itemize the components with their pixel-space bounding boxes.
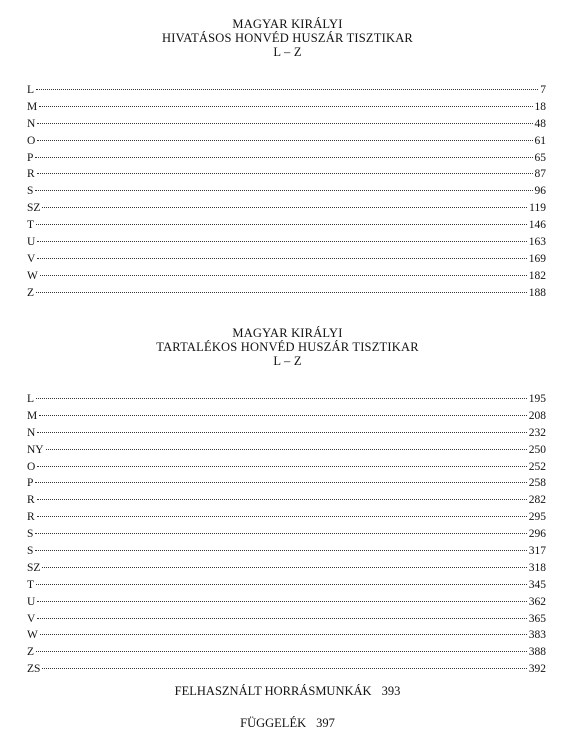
dot-leader [37, 618, 526, 619]
dot-leader [36, 224, 527, 225]
toc-entry-letter: Z [27, 286, 35, 299]
toc-entry-page: 146 [528, 219, 546, 232]
dot-leader [37, 123, 532, 124]
section2-title-line1: MAGYAR KIRÁLYI [232, 326, 343, 340]
toc-entry-page: 232 [528, 426, 546, 439]
sources-line [0, 684, 575, 698]
toc-entry [27, 116, 546, 133]
toc-entry-page: 7 [540, 84, 546, 96]
toc-entry [27, 475, 546, 492]
toc-entry-page: 119 [529, 202, 546, 215]
toc-entry-letter: M [27, 100, 38, 113]
toc-entry-letter: U [27, 595, 36, 608]
toc-entry [27, 577, 546, 594]
dot-leader [35, 190, 532, 191]
toc-entry [27, 217, 546, 234]
section1-range: L – Z [273, 45, 302, 59]
toc-entry [27, 543, 546, 560]
dot-leader [37, 601, 526, 602]
toc-entry-page: 317 [528, 545, 546, 558]
toc-entry [27, 99, 546, 116]
section1-title-line2: HIVATÁSOS HONVÉD HUSZÁR TISZTIKAR [162, 31, 413, 45]
toc-entry-page: 296 [528, 528, 546, 541]
toc-entry-letter: T [27, 219, 35, 232]
appendix-page: 397 [316, 716, 335, 730]
toc-entry-page: 163 [528, 236, 546, 249]
dot-leader [42, 207, 527, 208]
dot-leader [37, 432, 526, 433]
sources-page: 393 [381, 684, 401, 698]
toc-entry-page: 345 [528, 578, 546, 591]
toc-entry [27, 183, 546, 200]
toc-entry-letter: L [27, 393, 35, 405]
toc-entry [27, 82, 546, 99]
dot-leader [35, 550, 526, 551]
toc-entry-page: 87 [534, 168, 546, 181]
toc-entry-page: 282 [528, 494, 546, 507]
toc-entry-letter: Z [27, 646, 35, 659]
toc-entry [27, 285, 546, 302]
toc-entry [27, 560, 546, 577]
section1-toc [27, 82, 546, 302]
dot-leader [39, 415, 527, 416]
toc-entry-page: 362 [528, 595, 546, 608]
toc-entry [27, 526, 546, 543]
dot-leader [37, 173, 533, 174]
dot-leader [40, 634, 527, 635]
toc-entry [27, 492, 546, 509]
toc-entry [27, 459, 546, 476]
toc-entry [27, 661, 546, 678]
toc-entry-page: 318 [528, 561, 546, 574]
toc-entry [27, 251, 546, 268]
toc-entry-letter: R [27, 511, 35, 524]
toc-entry-letter: O [27, 460, 36, 473]
dot-leader [37, 241, 526, 242]
section2-range: L – Z [273, 354, 302, 368]
toc-entry-page: 48 [534, 117, 546, 130]
toc-entry [27, 627, 546, 644]
dot-leader [37, 466, 526, 467]
section2-heading [0, 326, 575, 368]
toc-entry-letter: W [27, 269, 38, 282]
appendix-line [0, 716, 575, 730]
toc-entry-letter: R [27, 168, 35, 181]
dot-leader [36, 651, 527, 652]
dot-leader [37, 516, 527, 517]
toc-entry-page: 65 [534, 151, 546, 164]
toc-entry-page: 208 [528, 409, 546, 422]
toc-entry-page: 195 [528, 393, 546, 405]
toc-entry-letter: S [27, 185, 34, 198]
appendix-label: FÜGGELÉK [240, 716, 307, 730]
toc-entry-letter: U [27, 236, 36, 249]
toc-entry-page: 392 [528, 663, 546, 676]
dot-leader [40, 275, 527, 276]
section1-title-line1: MAGYAR KIRÁLYI [232, 17, 343, 31]
toc-entry-page: 365 [528, 612, 546, 625]
toc-entry-page: 258 [528, 477, 546, 490]
toc-entry-letter: ZS [27, 663, 41, 676]
toc-entry-page: 250 [528, 443, 546, 456]
section2-toc [27, 391, 546, 678]
toc-entry [27, 425, 546, 442]
toc-entry-page: 295 [528, 511, 546, 524]
toc-entry-page: 169 [528, 252, 546, 265]
toc-entry-page: 96 [534, 185, 546, 198]
toc-entry-letter: P [27, 151, 34, 164]
toc-entry [27, 611, 546, 628]
section2-title-line2: TARTALÉKOS HONVÉD HUSZÁR TISZTIKAR [156, 340, 419, 354]
toc-entry-letter: M [27, 409, 38, 422]
toc-entry-letter: R [27, 494, 35, 507]
dot-leader [39, 106, 532, 107]
toc-entry [27, 200, 546, 217]
toc-entry-letter: O [27, 134, 36, 147]
dot-leader [36, 89, 538, 90]
toc-entry-page: 388 [528, 646, 546, 659]
toc-entry-page: 252 [528, 460, 546, 473]
toc-entry-letter: S [27, 528, 34, 541]
toc-entry [27, 268, 546, 285]
toc-entry-letter: SZ [27, 561, 41, 574]
toc-entry [27, 509, 546, 526]
dot-leader [35, 533, 526, 534]
toc-entry-page: 383 [528, 629, 546, 642]
toc-entry-letter: V [27, 612, 36, 625]
dot-leader [37, 140, 532, 141]
toc-entry-letter: N [27, 426, 36, 439]
toc-entry [27, 391, 546, 408]
toc-entry-letter: N [27, 117, 36, 130]
toc-entry-letter: P [27, 477, 34, 490]
toc-entry [27, 234, 546, 251]
toc-entry-letter: T [27, 578, 35, 591]
dot-leader [46, 449, 527, 450]
toc-entry-letter: SZ [27, 202, 41, 215]
dot-leader [36, 398, 527, 399]
toc-entry [27, 408, 546, 425]
toc-entry [27, 594, 546, 611]
dot-leader [42, 567, 526, 568]
toc-entry [27, 166, 546, 183]
toc-entry [27, 442, 546, 459]
toc-entry [27, 150, 546, 167]
toc-entry-letter: NY [27, 443, 44, 456]
toc-entry [27, 133, 546, 150]
toc-entry-letter: V [27, 252, 36, 265]
toc-entry-page: 182 [528, 269, 546, 282]
toc-entry-letter: L [27, 84, 35, 96]
toc-entry-letter: W [27, 629, 38, 642]
toc-entry [27, 644, 546, 661]
sources-label: FELHASZNÁLT HORRÁSMUNKÁK [174, 684, 372, 698]
toc-entry-page: 18 [534, 100, 546, 113]
dot-leader [42, 668, 526, 669]
toc-entry-page: 188 [528, 286, 546, 299]
dot-leader [36, 584, 527, 585]
dot-leader [35, 157, 532, 158]
dot-leader [37, 258, 526, 259]
section1-heading [0, 17, 575, 59]
toc-entry-letter: S [27, 545, 34, 558]
dot-leader [35, 482, 526, 483]
toc-entry-page: 61 [534, 134, 546, 147]
dot-leader [36, 292, 527, 293]
dot-leader [37, 499, 527, 500]
